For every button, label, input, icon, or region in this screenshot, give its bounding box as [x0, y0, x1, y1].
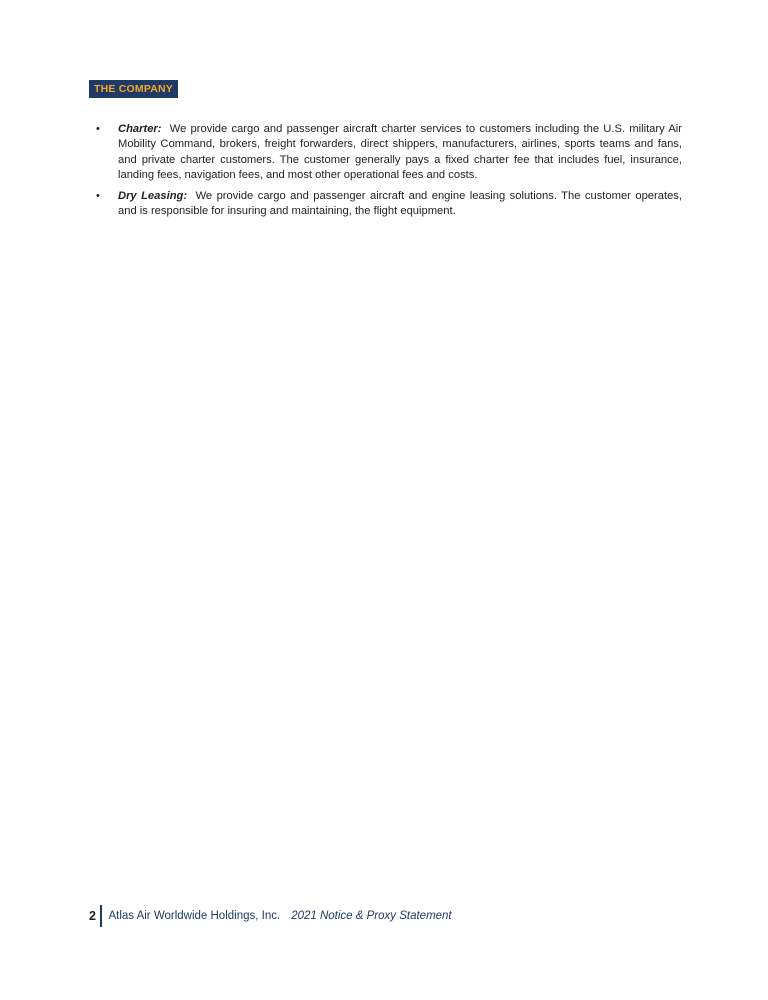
section-tag: THE COMPANY	[89, 80, 178, 98]
page-footer	[89, 905, 452, 927]
page-number: 2	[89, 909, 96, 923]
footer-divider	[100, 905, 103, 927]
bullet-body	[118, 189, 682, 220]
bullet-description: We provide cargo and passenger aircraft charter services to customers including the U.S. military Air Mobility Command, brokers, freight forwarders, direct shippers, manufacturers, airlines, sports teams and fans, and private charter customers. The customer generally pays a fixed charter fee that includes fuel, insurance, landing fees, navigation fees, and most other operational fees and costs.	[118, 123, 683, 181]
bullet-item-charter	[96, 122, 682, 183]
bullet-description: We provide cargo and passenger aircraft and engine leasing solutions. The customer operates, and is responsible for insuring and maintaining, the flight equipment.	[118, 190, 682, 218]
bullet-item-dry-leasing	[96, 189, 682, 220]
bullet-marker: •	[96, 190, 100, 203]
bullet-marker: •	[96, 123, 100, 135]
bullet-list	[96, 122, 682, 226]
bullet-term: Charter:	[118, 123, 162, 135]
footer-document-title: 2021 Notice & Proxy Statement	[291, 910, 452, 922]
footer-company-name: Atlas Air Worldwide Holdings, Inc.	[108, 910, 281, 922]
bullet-body	[118, 122, 682, 183]
bullet-term: Dry Leasing:	[118, 190, 188, 203]
